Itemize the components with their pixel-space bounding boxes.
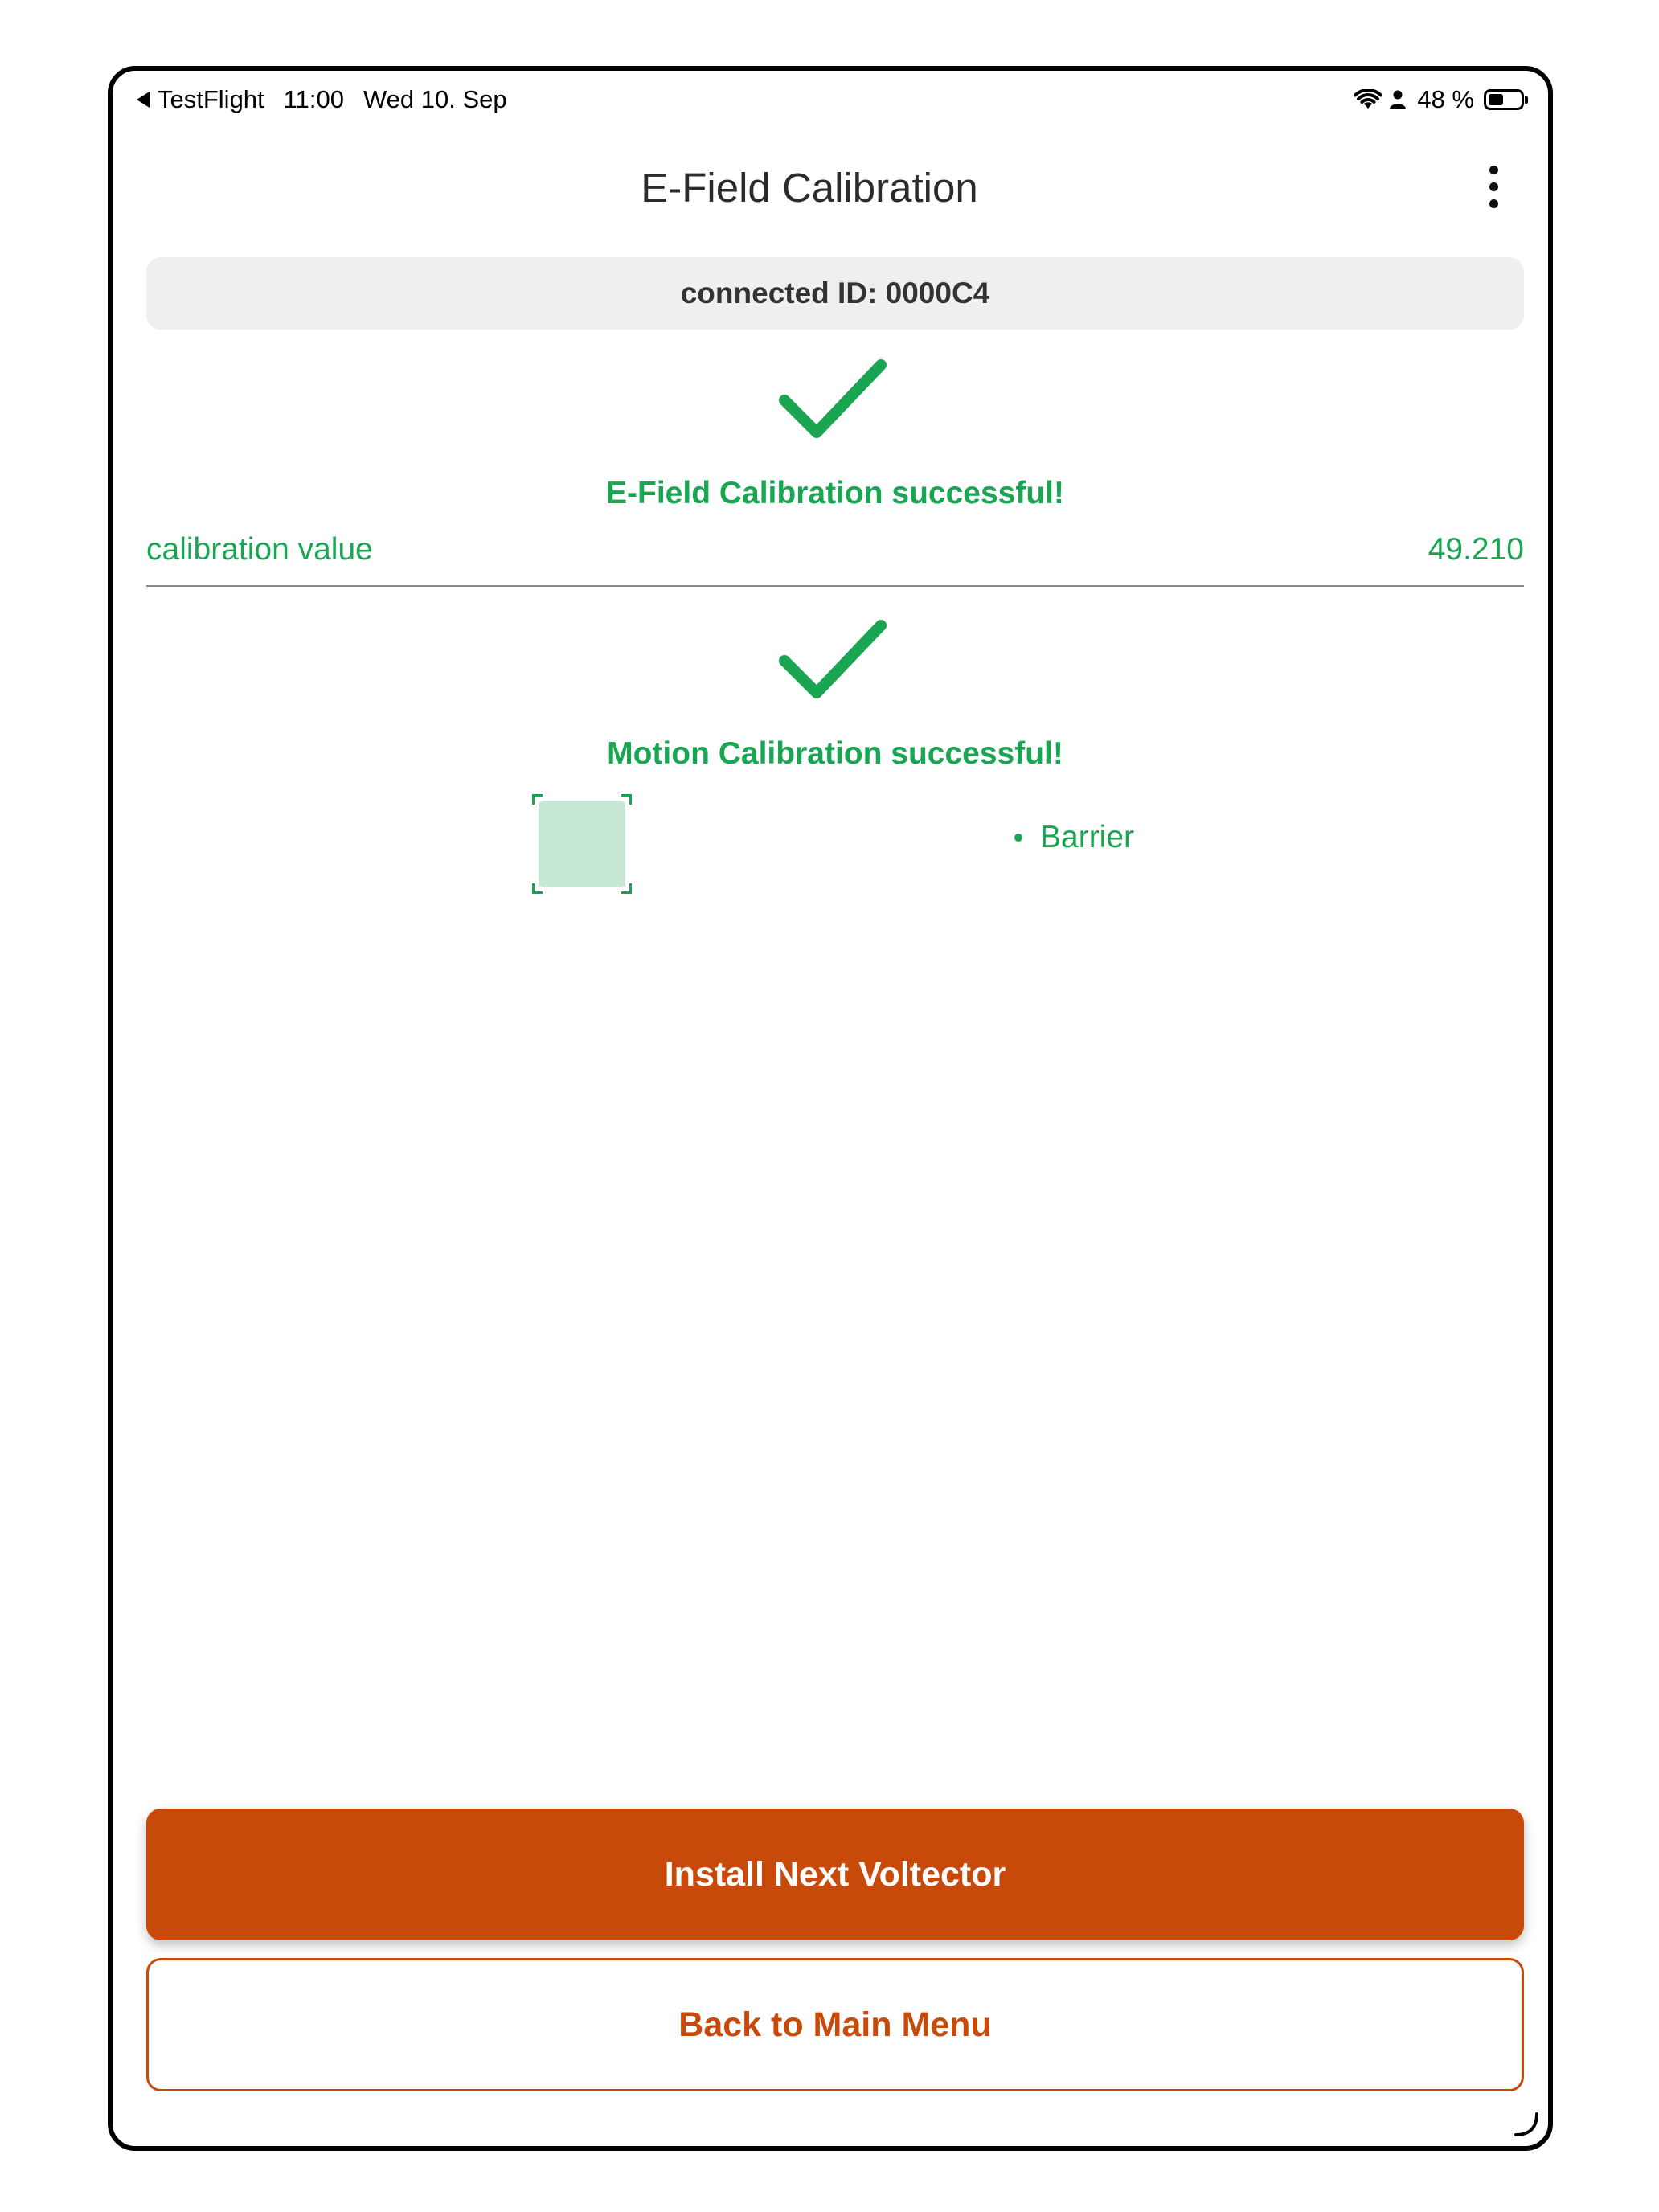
calibration-value-row [146,527,1524,587]
page-title: E-Field Calibration [641,165,978,211]
swatch-corner [532,883,543,894]
checkmark-icon [775,614,891,707]
device-frame [108,66,1553,2151]
back-app-link[interactable]: TestFlight [158,85,264,113]
calibration-value: 49.210 [1428,532,1524,567]
legend-item-barrier [1014,820,1134,855]
connection-label: connected ID: 0000C4 [680,276,990,309]
motion-success-message: Motion Calibration successful! [607,736,1063,771]
install-next-button[interactable]: Install Next Voltector [146,1809,1524,1940]
status-time: 11:00 [283,85,344,113]
more-vertical-icon[interactable] [1485,166,1501,214]
back-to-main-menu-button[interactable]: Back to Main Menu [146,1958,1524,2091]
legend-label: Barrier [1040,820,1135,854]
battery-nub [1525,96,1528,104]
calibration-value-label: calibration value [146,532,373,567]
swatch-corner [532,794,543,805]
wifi-icon [1354,89,1382,110]
status-right [1354,85,1524,114]
battery-icon [1484,89,1524,110]
resize-handle-icon [1513,2111,1540,2138]
bullet-icon [1014,834,1022,842]
swatch-fill [539,801,625,887]
battery-percent: 48 % [1417,85,1474,113]
barrier-swatch [532,794,632,894]
person-icon [1388,89,1407,110]
checkmark-icon [775,354,891,447]
swatch-corner [621,883,632,894]
battery-level [1489,94,1503,105]
status-left [137,85,507,114]
swatch-corner [621,794,632,805]
back-arrow-icon[interactable] [137,92,150,108]
efield-success-message: E-Field Calibration successful! [606,476,1064,510]
connection-banner [146,257,1524,330]
status-date: Wed 10. Sep [363,85,507,113]
status-bar [113,71,1548,127]
